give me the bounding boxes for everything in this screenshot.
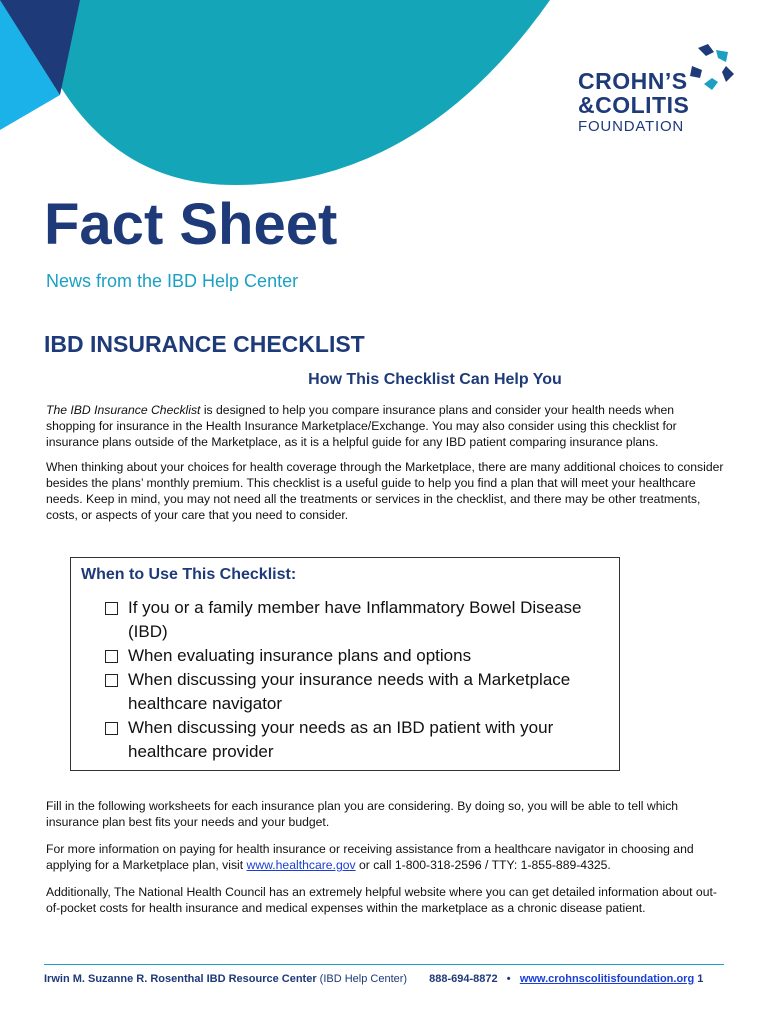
list-item: [103, 596, 603, 644]
more-info-text-a: For more information on paying for health insurance or receiving assistance from a healthcare navigator in choosing and applying for a Marketplace plan, visit: [46, 842, 694, 872]
checkbox-icon[interactable]: [105, 674, 118, 687]
worksheets-paragraph: Fill in the following worksheets for each insurance plan you are considering. By doing so, you will be able to tell which insurance plan best fits your needs and your budget.: [46, 799, 679, 829]
checklist-name: The IBD Insurance Checklist: [46, 403, 201, 417]
page-footer: [44, 973, 724, 985]
hero-teal-circle: [22, 0, 550, 185]
checkbox-icon[interactable]: [105, 602, 118, 615]
list-item-text: When evaluating insurance plans and options: [128, 646, 472, 665]
header-decoration: [0, 0, 560, 200]
list-item: [103, 716, 603, 764]
logo-text-line2: &COLITIS: [578, 92, 690, 118]
more-info-paragraph: [46, 841, 726, 873]
footer-divider: [44, 964, 724, 965]
page-subtitle: News from the IBD Help Center: [46, 271, 299, 291]
intro-paragraph: [46, 402, 726, 450]
list-item-text: When discussing your insurance needs with a Marketplace healthcare navigator: [128, 670, 571, 713]
footer-website-link[interactable]: www.crohnscolitisfoundation.org: [519, 973, 695, 985]
list-item-text: If you or a family member have Inflammatory Bowel Disease (IBD): [128, 598, 582, 641]
list-item-text: When discussing your needs as an IBD patient with your healthcare provider: [128, 718, 554, 761]
foundation-logo[interactable]: [578, 40, 738, 135]
footer-center-name: Irwin M. Suzanne R. Rosenthal IBD Resource Center: [44, 973, 317, 985]
box-title: When to Use This Checklist:: [81, 566, 297, 583]
section-subheading: How This Checklist Can Help You: [308, 371, 562, 388]
logo-mark-icon: [684, 42, 736, 94]
intro-paragraph-text: is designed to help you compare insurance plans and consider your health needs when shopping for insurance in the Health Insurance Marketplace/Exchange. You may also consider using this checklist for insurance plans outside of the Marketplace, as it is a helpful guide for any IBD patient comparing insurance plans.: [46, 403, 677, 449]
list-item: [103, 668, 603, 716]
footer-center-note: (IBD Help Center): [316, 973, 408, 985]
list-item: [103, 644, 603, 668]
healthcare-gov-link[interactable]: www.healthcare.gov: [246, 858, 356, 872]
checkbox-icon[interactable]: [105, 650, 118, 663]
choices-paragraph: When thinking about your choices for health coverage through the Marketplace, there are many additional choices to consider besides the plans’ monthly premium. This checklist is a useful guide to help you find a plan that will meet your healthcare needs. Keep in mind, you may not need all the treatments or services in the checklist, and there may be other treatments, costs, or aspects of your care that you need to consider.: [46, 460, 724, 522]
checkbox-icon[interactable]: [105, 722, 118, 735]
logo-text-line3: FOUNDATION: [578, 118, 685, 135]
section-heading: IBD INSURANCE CHECKLIST: [44, 331, 365, 357]
logo-text-line1: CROHN’S: [578, 68, 688, 94]
more-info-text-b: or call 1-800-318-2596 / TTY: 1-855-889-4325.: [355, 858, 611, 872]
nhc-paragraph: Additionally, The National Health Council has an extremely helpful website where you can get detailed information about out-of-pocket costs for health insurance and medical expenses within the marketplace as a chronic disease patient.: [46, 885, 717, 915]
footer-phone: 888-694-8872: [429, 973, 498, 985]
checklist-list: [103, 596, 603, 764]
page-title: Fact Sheet: [44, 192, 338, 257]
when-to-use-box: [70, 557, 620, 771]
page-number: 1: [697, 973, 704, 985]
footer-bullet: •: [506, 973, 511, 985]
